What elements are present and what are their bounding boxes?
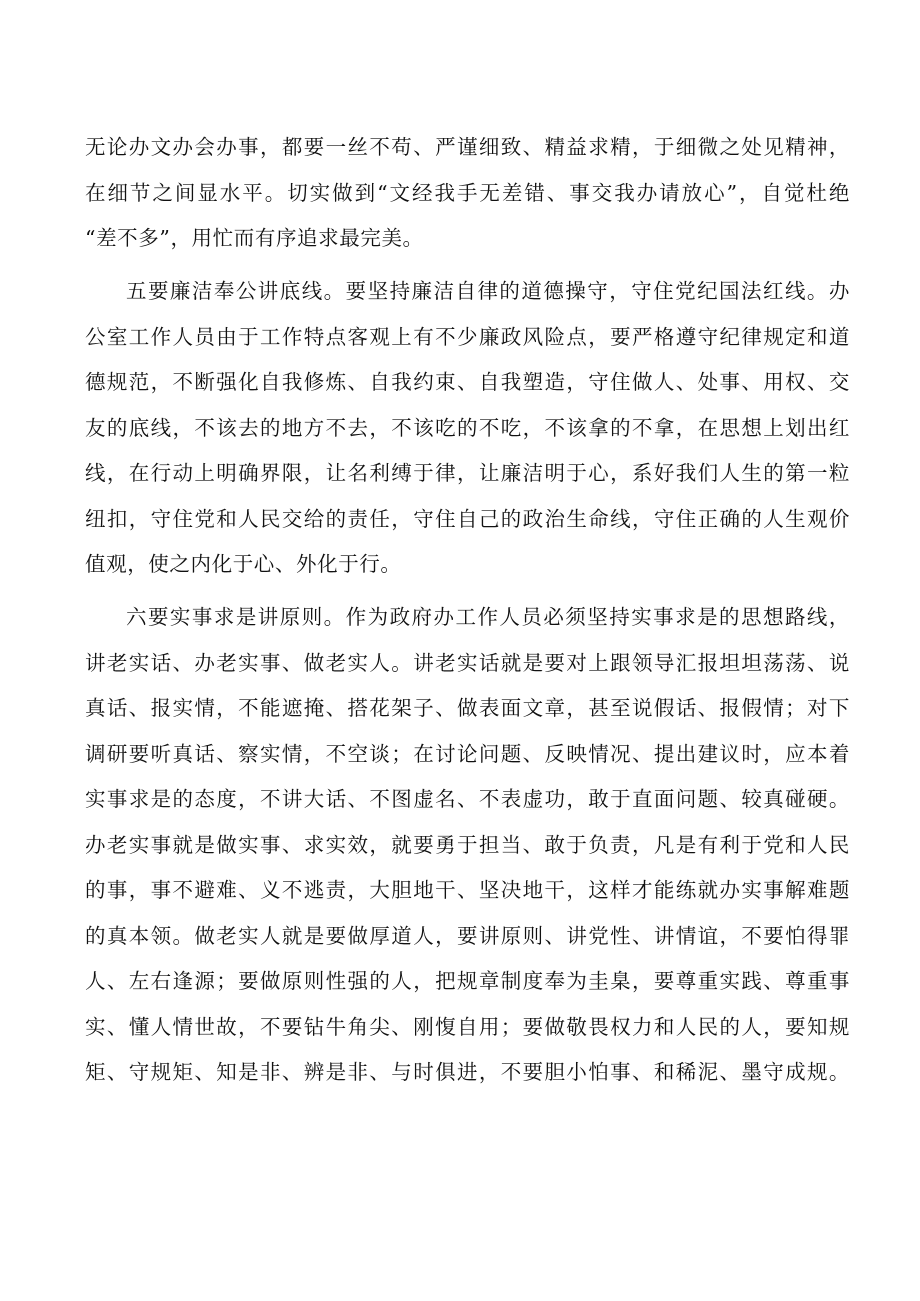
text-line: 实事求是的态度，不讲大话、不图虚名、不表虚功，敢于直面问题、较真碰硬。 xyxy=(85,787,850,811)
text-line: 线，在行动上明确界限，让名利缚于律，让廉洁明于心，系好我们人生的第一粒 xyxy=(85,461,850,485)
text-line: 五要廉洁奉公讲底线。要坚持廉洁自律的道德操守，守住党纪国法红线。办 xyxy=(126,279,850,303)
text-line: 友的底线，不该去的地方不去，不该吃的不吃，不该拿的不拿，在思想上划出红 xyxy=(85,415,850,440)
paragraph-0 xyxy=(85,125,850,262)
paragraph-2 xyxy=(85,595,850,1096)
text-line: 德规范，不断强化自我修炼、自我约束、自我塑造，守住做人、处事、用权、交 xyxy=(85,370,850,394)
paragraph-1 xyxy=(85,269,850,588)
text-line: 矩、守规矩、知是非、辨是非、与时俱进，不要胆小怕事、和稀泥、墨守成规。 xyxy=(85,1060,850,1084)
text-line: 六要实事求是讲原则。作为政府办工作人员必须坚持实事求是的思想路线， xyxy=(126,605,850,629)
text-line: 实、懂人情世故，不要钻牛角尖、刚愎自用；要做敬畏权力和人民的人，要知规 xyxy=(85,1014,850,1039)
paragraph-gap xyxy=(85,588,850,596)
text-line: 无论办文办会办事，都要一丝不苟、严谨细致、精益求精，于细微之处见精神， xyxy=(85,135,850,159)
text-line: 值观，使之内化于心、外化于行。 xyxy=(85,552,402,576)
text-line: 调研要听真话、察实情，不空谈；在讨论问题、反映情况、提出建议时，应本着 xyxy=(85,741,850,766)
text-line: 真话、报实情，不能遮掩、搭花架子、做表面文章，甚至说假话、报假情；对下 xyxy=(85,696,850,720)
paragraph-gap xyxy=(85,262,850,270)
text-line: 在细节之间显水平。切实做到“文经我手无差错、事交我办请放心”，自觉杜绝 xyxy=(85,180,850,205)
text-line: 纽扣，守住党和人民交给的责任，守住自己的政治生命线，守住正确的人生观价 xyxy=(85,506,850,531)
text-line: 讲老实话、办老实事、做老实人。讲老实话就是要对上跟领导汇报坦坦荡荡、说 xyxy=(85,650,850,675)
text-line: 的真本领。做老实人就是要做厚道人，要讲原则、讲党性、讲情谊，不要怕得罪 xyxy=(85,923,850,948)
text-line: 的事，事不避难、义不逃责，大胆地干、坚决地干，这样才能练就办实事解难题 xyxy=(85,878,850,902)
text-line: 办老实事就是做实事、求实效，就要勇于担当、敢于负责，凡是有利于党和人民 xyxy=(85,832,850,857)
text-line: “差不多”，用忙而有序追求最完美。 xyxy=(85,226,424,250)
text-line: 公室工作人员由于工作特点客观上有不少廉政风险点，要严格遵守纪律规定和道 xyxy=(85,324,850,349)
document-body xyxy=(85,125,850,1096)
text-line: 人、左右逢源；要做原则性强的人，把规章制度奉为圭臬，要尊重实践、尊重事 xyxy=(85,969,850,993)
